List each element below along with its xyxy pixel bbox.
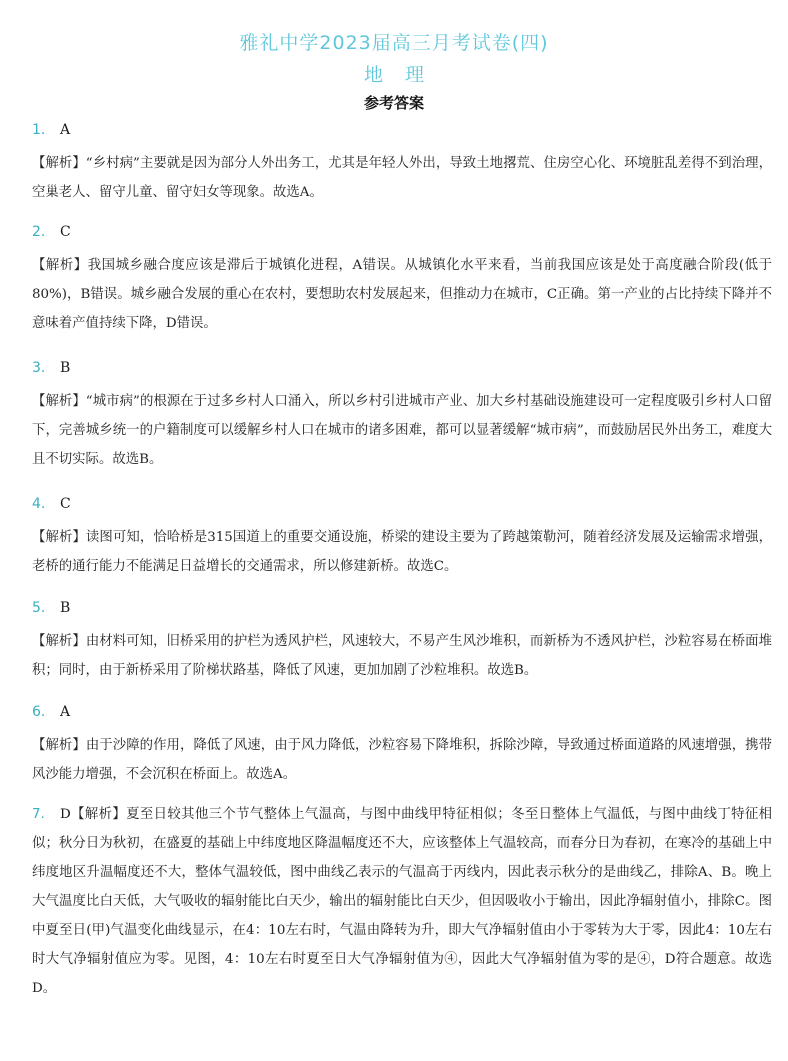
question-header <box>32 494 772 514</box>
question-number: 3. <box>32 360 46 376</box>
question-item <box>32 358 772 474</box>
question-answer: D <box>60 807 71 822</box>
explanation-label: 【解析】 <box>32 258 88 273</box>
answer-key-title: 参考答案 <box>363 94 424 112</box>
question-item <box>32 598 772 685</box>
question-item <box>32 702 772 789</box>
question-answer: B <box>60 360 71 376</box>
explanation-text: “乡村病”主要就是因为部分人外出务工，尤其是年轻人外出，导致土地撂荒、住房空心化、环境脏乱差得不到治理，空巢老人、留守儿童、留守妇女等现象。故选A。 <box>32 156 772 200</box>
question-answer: C <box>60 224 71 240</box>
explanation-label: 【解析】 <box>32 156 86 171</box>
question-number: 1. <box>32 122 46 138</box>
explanation <box>32 149 772 207</box>
explanation <box>32 387 772 474</box>
question-answer: A <box>60 704 71 720</box>
question-header <box>32 702 772 722</box>
explanation <box>32 800 772 1003</box>
question-number: 4. <box>32 496 46 512</box>
explanation-label: 【解析】 <box>32 530 86 545</box>
question-item <box>32 800 772 1003</box>
question-header <box>32 598 772 618</box>
question-number: 5. <box>32 600 46 616</box>
explanation-text: 由材料可知，旧桥采用的护栏为透风护栏，风速较大，不易产生风沙堆积，而新桥为不透风护栏，沙粒容易在桥面堆积；同时，由于新桥采用了阶梯状路基，降低了风速，更加加剧了沙粒堆积。故选B。 <box>32 634 773 678</box>
question-answer: A <box>60 122 71 138</box>
explanation-label: 【解析】 <box>32 394 86 409</box>
explanation-text: 由于沙障的作用，降低了风速，由于风力降低，沙粒容易下降堆积，拆除沙障，导致通过桥面道路的风速增强，携带风沙能力增强，不会沉积在桥面上。故选A。 <box>32 738 773 782</box>
question-answer: C <box>60 496 71 512</box>
explanation <box>32 731 772 789</box>
explanation-label: 【解析】 <box>32 738 86 753</box>
explanation-label: 【解析】 <box>70 807 127 822</box>
question-header <box>32 222 772 242</box>
explanation <box>32 627 772 685</box>
question-answer: B <box>60 600 71 616</box>
explanation <box>32 251 772 338</box>
question-item <box>32 222 772 338</box>
explanation-text: 读图可知，恰哈桥是315国道上的重要交通设施，桥梁的建设主要为了跨越策勒河，随着经济发展及运输需求增强，老桥的通行能力不能满足日益增长的交通需求，所以修建新桥。故选C。 <box>32 530 772 574</box>
question-item <box>32 120 772 207</box>
question-number: 2. <box>32 224 46 240</box>
question-header <box>32 120 772 140</box>
question-number: 7. <box>32 807 45 822</box>
explanation-text: 夏至日较其他三个节气整体上气温高，与图中曲线甲特征相似；冬至日整体上气温低，与图中曲线丁特征相似；秋分日为秋初，在盛夏的基础上中纬度地区降温幅度还不大，应该整体上气温较高，而春分日为春初，在寒冷的基础上中纬度地区升温幅度还不大，整体气温较低，图中曲线乙表示的气温高于丙线内，因此表示秋分的是曲线乙，排除A、B。晚上大气温度比白天低，大气吸收的辐射能比白天少，输出的辐射能比白天少，但因吸收小于输出，因此净辐射值小，排除C。图中夏至日(甲)气温变化曲线显示，在4：10左右时，气温由降转为升，即大气净辐射值由小于零转为大于零，因此4：10左右时大气净辐射值应为零。见图，4：10左右时夏至日大气净辐射值为④，因此大气净辐射值为零的是④，D符合题意。故选D。 <box>32 807 772 996</box>
explanation-text: 我国城乡融合度应该是滞后于城镇化进程，A错误。从城镇化水平来看，当前我国应该是处于高度融合阶段(低于80%)，B错误。城乡融合发展的重心在农村，要想助农村发展起来，但推动力在城市，C正确。第一产业的占比持续下降并不意味着产值持续下降，D错误。 <box>32 258 772 331</box>
subject-title: 地理 <box>363 64 446 86</box>
explanation <box>32 523 772 581</box>
question-number: 6. <box>32 704 46 720</box>
explanation-text: “城市病”的根源在于过多乡村人口涌入，所以乡村引进城市产业、加大乡村基础设施建设可一定程度吸引乡村人口留下，完善城乡统一的户籍制度可以缓解乡村人口在城市的诸多困难，都可以显著缓解“城市病”，而鼓励居民外出务工，难度大且不切实际。故选B。 <box>32 394 772 467</box>
question-header <box>32 358 772 378</box>
explanation-label: 【解析】 <box>32 634 86 649</box>
school-exam-title: 雅礼中学2023届高三月考试卷(四) <box>239 32 549 54</box>
question-item <box>32 494 772 581</box>
